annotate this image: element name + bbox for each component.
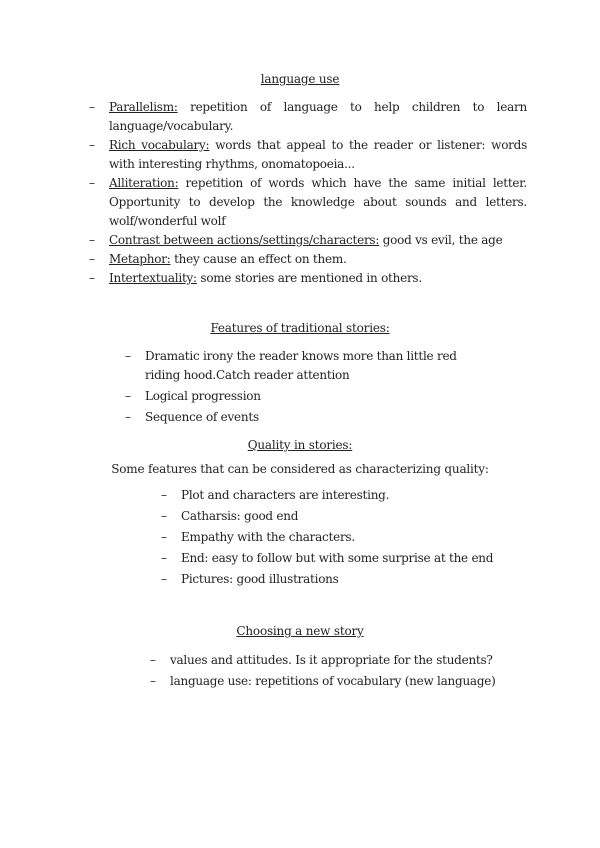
heading-new-story: Choosing a new story <box>236 624 364 638</box>
list-item: – Intertextuality: some stories are mentioned in others. <box>109 269 527 288</box>
language-use-list <box>89 98 527 288</box>
bullet-dash: – <box>89 252 95 266</box>
list-item: – Contrast between actions/settings/characters: good vs evil, the age <box>109 231 527 250</box>
heading-quality: Quality in stories: <box>247 438 353 452</box>
bullet-dash: – <box>150 653 156 667</box>
list-item: – Logical progression <box>145 387 485 406</box>
bullet-dash: – <box>89 271 95 285</box>
quality-list <box>161 486 511 591</box>
bullet-dash: – <box>89 176 95 190</box>
bullet-dash: – <box>125 389 131 403</box>
list-item: – Rich vocabulary: words that appeal to the reader or listener: words with interesting rhythms, onomatopoeia... <box>89 138 527 171</box>
new-story-list <box>150 651 500 693</box>
list-item: – Sequence of events <box>145 408 485 427</box>
bullet-dash: – <box>161 488 167 502</box>
bullet-dash: – <box>161 572 167 586</box>
bullet-dash: – <box>125 410 131 424</box>
list-item: – language use: repetitions of vocabulary (new language) <box>170 672 500 691</box>
bullet-dash: – <box>161 509 167 523</box>
traditional-stories-list <box>125 347 485 429</box>
list-item: – Metaphor: they cause an effect on them. <box>109 250 527 269</box>
bullet-dash: – <box>125 349 131 363</box>
bullet-dash: – <box>161 530 167 544</box>
list-item: – Pictures: good illustrations <box>181 570 511 589</box>
bullet-dash: – <box>89 100 95 114</box>
list-item: – Empathy with the characters. <box>181 528 511 547</box>
list-item: – values and attitudes. Is it appropriate for the students? <box>170 651 500 670</box>
bullet-dash: – <box>150 674 156 688</box>
quality-intro: Some features that can be considered as characterizing quality: <box>111 462 489 476</box>
heading-traditional-stories: Features of traditional stories: <box>210 321 390 335</box>
heading-language-use: language use <box>260 72 340 86</box>
list-item: – Dramatic irony the reader knows more than little red riding hood.Catch reader attention <box>125 349 457 382</box>
list-item: – Parallelism: repetition of language to help children to learn language/vocabulary. <box>89 100 527 133</box>
bullet-dash: – <box>89 138 95 152</box>
list-item: – End: easy to follow but with some surprise at the end <box>181 549 511 568</box>
list-item: – Plot and characters are interesting. <box>181 486 511 505</box>
list-item: – Catharsis: good end <box>181 507 511 526</box>
list-item: – Alliteration: repetition of words which have the same initial letter. Opportunity to develop the knowledge about sounds and letters. wolf/wonderful wolf <box>89 176 527 228</box>
bullet-dash: – <box>89 233 95 247</box>
bullet-dash: – <box>161 551 167 565</box>
